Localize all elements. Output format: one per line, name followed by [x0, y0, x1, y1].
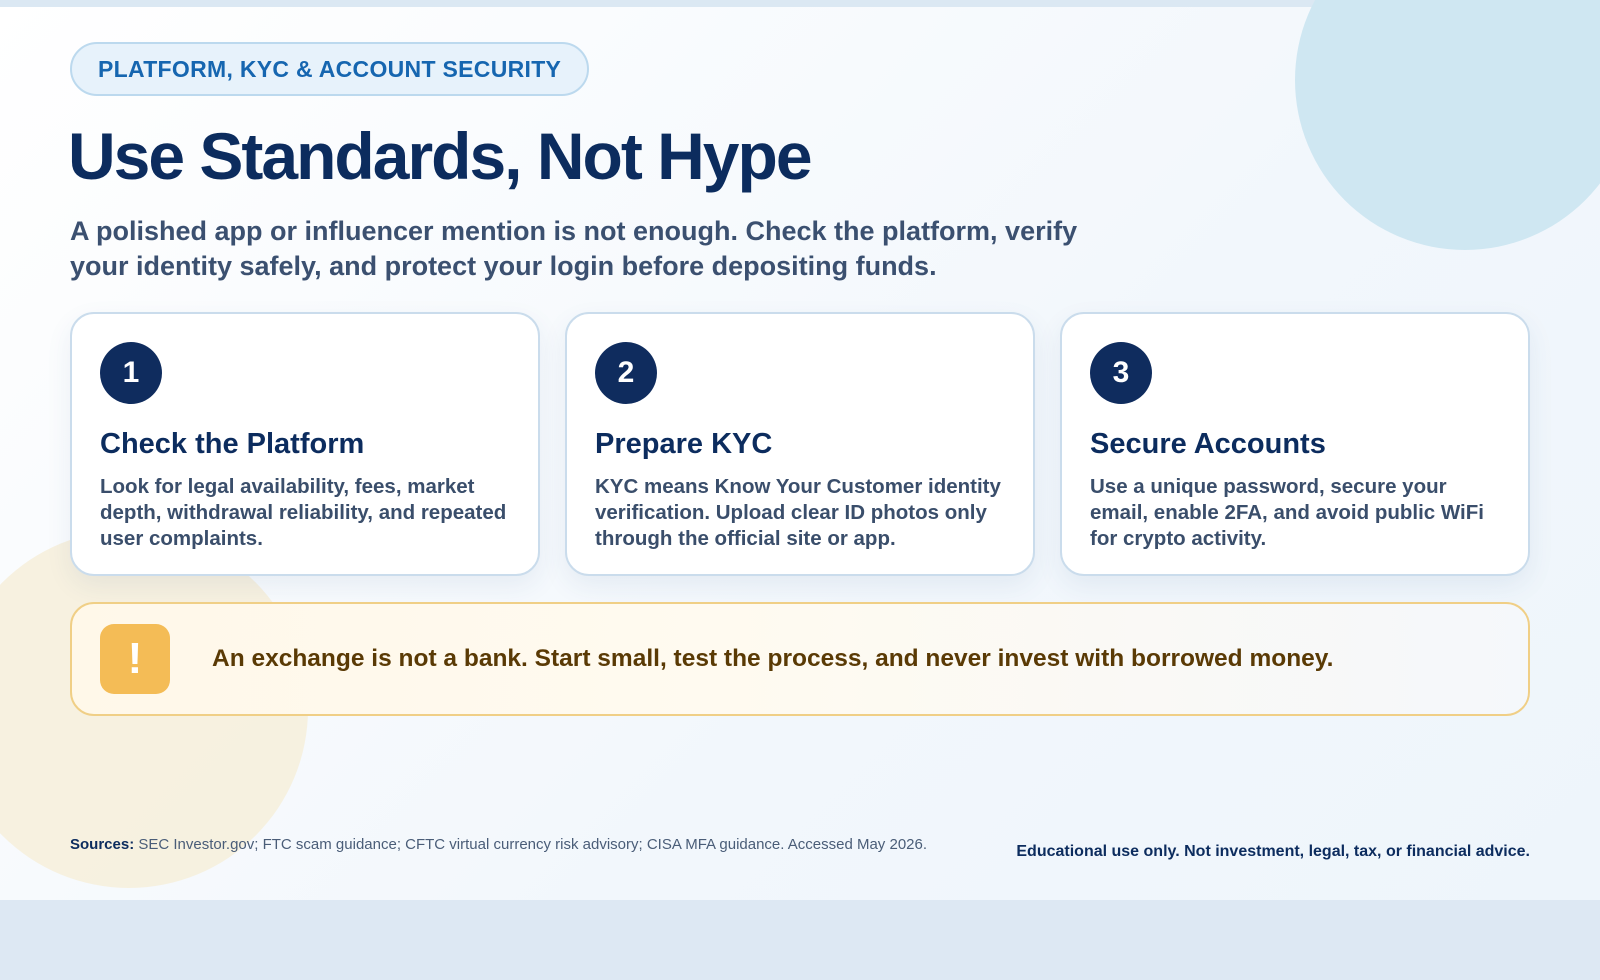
disclaimer: Educational use only. Not investment, legal, tax, or financial advice.	[1016, 843, 1530, 860]
warning-callout	[70, 602, 1530, 716]
step-card-secure-accounts	[1060, 312, 1530, 576]
step-number-badge: 3	[1090, 342, 1152, 404]
step-description: KYC means Know Your Customer identity verification. Upload clear ID photos only through the official site or app.	[595, 475, 1001, 550]
page-subtitle: A polished app or influencer mention is not enough. Check the platform, verify your identity safely, and protect your login before depositing funds.	[70, 216, 1078, 281]
sources-text: SEC Investor.gov; FTC scam guidance; CFTC virtual currency risk advisory; CISA MFA guidance. Accessed May 2026.	[134, 836, 928, 853]
step-title: Check the Platform	[100, 428, 365, 460]
step-card-check-platform	[70, 312, 540, 576]
decorative-circle-blue	[1295, 0, 1600, 250]
page-title: Use Standards, Not Hype	[68, 119, 811, 193]
step-title: Secure Accounts	[1090, 428, 1326, 460]
step-card-prepare-kyc	[565, 312, 1035, 576]
step-description: Look for legal availability, fees, market depth, withdrawal reliability, and repeated user complaints.	[100, 475, 507, 550]
step-title: Prepare KYC	[595, 428, 773, 460]
sources-label: Sources:	[70, 836, 135, 853]
exclamation-icon: !	[100, 624, 170, 694]
sources-note	[70, 836, 970, 853]
step-number-badge: 1	[100, 342, 162, 404]
topic-pill: PLATFORM, KYC & ACCOUNT SECURITY	[70, 42, 589, 96]
step-number-badge: 2	[595, 342, 657, 404]
step-description: Use a unique password, secure your email, enable 2FA, and avoid public WiFi for crypto activity.	[1090, 475, 1484, 550]
warning-text: An exchange is not a bank. Start small, test the process, and never invest with borrowed money.	[212, 645, 1334, 672]
